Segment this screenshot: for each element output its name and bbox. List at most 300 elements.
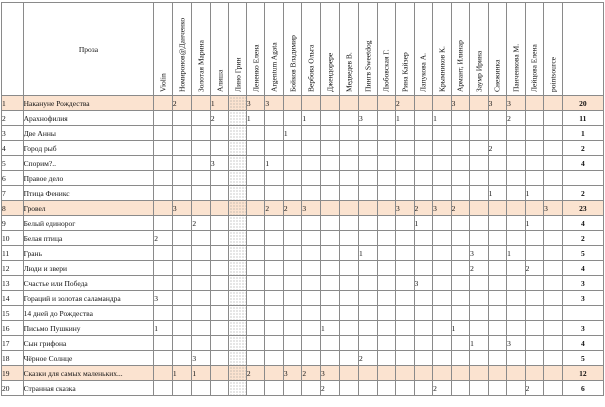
vote-cell [544, 321, 563, 336]
vote-cell [340, 261, 359, 276]
vote-cell [302, 96, 321, 111]
vote-cell [229, 201, 246, 216]
vote-cell [154, 186, 173, 201]
vote-cell [265, 381, 284, 396]
vote-cell [470, 291, 489, 306]
vote-cell [246, 126, 265, 141]
vote-cell [396, 156, 415, 171]
table-row [2, 201, 604, 216]
vote-cell [154, 351, 173, 366]
vote-cell [377, 321, 396, 336]
vote-cell [172, 141, 192, 156]
vote-cell [507, 321, 526, 336]
vote-cell [340, 306, 359, 321]
vote-cell [525, 231, 544, 246]
vote-cell: 2 [154, 231, 173, 246]
voter-name: Бойков Владимир [288, 35, 298, 92]
voter-column-header [340, 3, 359, 96]
vote-cell [544, 351, 563, 366]
vote-cell [359, 156, 378, 171]
table-row [2, 111, 604, 126]
vote-cell [320, 111, 340, 126]
vote-cell [320, 306, 340, 321]
vote-cell: 1 [507, 246, 526, 261]
vote-cell: 2 [470, 261, 489, 276]
vote-cell [283, 336, 302, 351]
vote-cell [302, 321, 321, 336]
vote-cell [192, 291, 211, 306]
vote-cell [488, 171, 507, 186]
table-row [2, 156, 604, 171]
vote-cell [470, 186, 489, 201]
vote-cell: 3 [544, 201, 563, 216]
vote-cell [320, 201, 340, 216]
vote-cell: 2 [210, 111, 229, 126]
vote-cell [320, 141, 340, 156]
vote-cell [265, 141, 284, 156]
vote-cell [359, 306, 378, 321]
vote-cell: 3 [246, 96, 265, 111]
vote-cell [544, 171, 563, 186]
vote-cell [451, 291, 470, 306]
vote-cell [359, 126, 378, 141]
vote-cell [451, 276, 470, 291]
vote-cell [488, 261, 507, 276]
voter-column-header [377, 3, 396, 96]
vote-cell [302, 141, 321, 156]
vote-cell [265, 231, 284, 246]
vote-cell [320, 351, 340, 366]
vote-cell [451, 336, 470, 351]
row-number: 2 [2, 111, 24, 126]
work-title: Правое дело [23, 171, 154, 186]
vote-cell [265, 246, 284, 261]
vote-cell [265, 351, 284, 366]
vote-cell [210, 276, 229, 291]
vote-cell [470, 156, 489, 171]
vote-cell [283, 186, 302, 201]
voter-column-header [246, 3, 265, 96]
vote-cell [192, 126, 211, 141]
vote-cell [470, 306, 489, 321]
vote-cell [340, 216, 359, 231]
vote-cell [265, 276, 284, 291]
vote-cell [470, 126, 489, 141]
row-total: 2 [562, 141, 603, 156]
vote-cell: 1 [302, 111, 321, 126]
vote-cell [154, 246, 173, 261]
vote-cell [396, 291, 415, 306]
vote-cell [377, 276, 396, 291]
vote-cell [507, 141, 526, 156]
voter-name: Лапукова А. [418, 52, 428, 92]
vote-cell [283, 171, 302, 186]
vote-cell [192, 336, 211, 351]
voter-column-header [525, 3, 544, 96]
vote-cell: 1 [359, 246, 378, 261]
vote-cell [340, 381, 359, 396]
vote-cell [377, 126, 396, 141]
vote-cell [246, 381, 265, 396]
vote-cell [229, 186, 246, 201]
vote-cell [210, 246, 229, 261]
row-total: 4 [562, 261, 603, 276]
vote-cell [302, 126, 321, 141]
work-title: Сын грифона [23, 336, 154, 351]
vote-cell [229, 126, 246, 141]
work-title: Гровел [23, 201, 154, 216]
vote-cell [192, 111, 211, 126]
voter-name: Медведев В. [344, 52, 354, 92]
vote-cell [359, 141, 378, 156]
vote-cell [470, 96, 489, 111]
vote-cell [265, 366, 284, 381]
voter-name: Золотая Марина [196, 40, 206, 92]
vote-cell: 2 [192, 216, 211, 231]
voter-name: Вербова Ольга [306, 44, 316, 92]
vote-cell [488, 276, 507, 291]
table-row [2, 186, 604, 201]
voter-name: Джендорере [325, 52, 335, 92]
vote-cell [377, 366, 396, 381]
vote-cell [229, 246, 246, 261]
vote-cell [377, 351, 396, 366]
vote-cell: 2 [525, 381, 544, 396]
voter-name: pointsource [548, 57, 558, 92]
row-number: 7 [2, 186, 24, 201]
row-total: 12 [562, 366, 603, 381]
vote-cell [320, 246, 340, 261]
vote-cell: 3 [154, 291, 173, 306]
vote-cell [488, 321, 507, 336]
vote-cell [320, 171, 340, 186]
vote-cell [507, 186, 526, 201]
vote-cell [340, 186, 359, 201]
vote-cell [488, 201, 507, 216]
vote-cell [451, 156, 470, 171]
vote-cell [396, 246, 415, 261]
row-total: 2 [562, 186, 603, 201]
vote-cell: 2 [172, 96, 192, 111]
vote-cell [359, 291, 378, 306]
vote-cell [229, 366, 246, 381]
vote-cell [396, 141, 415, 156]
vote-cell [340, 231, 359, 246]
vote-cell [192, 381, 211, 396]
vote-cell [210, 306, 229, 321]
title-column-header: Проза [23, 3, 154, 96]
vote-cell [340, 321, 359, 336]
vote-cell [302, 231, 321, 246]
vote-cell [507, 261, 526, 276]
table-row [2, 276, 604, 291]
vote-cell [265, 171, 284, 186]
row-number: 11 [2, 246, 24, 261]
vote-cell [283, 291, 302, 306]
vote-cell [320, 336, 340, 351]
table-row [2, 306, 604, 321]
row-total: 3 [562, 291, 603, 306]
vote-cell [544, 261, 563, 276]
vote-cell [320, 156, 340, 171]
vote-cell [525, 141, 544, 156]
vote-cell [359, 201, 378, 216]
vote-cell [414, 366, 433, 381]
vote-cell [414, 336, 433, 351]
table-row [2, 141, 604, 156]
voter-column-header [302, 3, 321, 96]
vote-cell [283, 381, 302, 396]
vote-cell [433, 291, 452, 306]
vote-cell [154, 156, 173, 171]
vote-cell [340, 351, 359, 366]
vote-cell [340, 156, 359, 171]
row-number: 3 [2, 126, 24, 141]
vote-cell [229, 336, 246, 351]
vote-cell [359, 261, 378, 276]
vote-cell [525, 201, 544, 216]
vote-cell [154, 261, 173, 276]
vote-cell [192, 231, 211, 246]
vote-cell [414, 96, 433, 111]
vote-cell [544, 291, 563, 306]
vote-cell: 3 [470, 246, 489, 261]
vote-cell [544, 381, 563, 396]
voter-column-header [154, 3, 173, 96]
vote-cell [172, 246, 192, 261]
work-title: Белая птица [23, 231, 154, 246]
vote-cell [210, 351, 229, 366]
vote-cell [396, 186, 415, 201]
vote-cell [229, 216, 246, 231]
row-total: 4 [562, 216, 603, 231]
voter-name: Лейцова Елена [529, 44, 539, 92]
vote-cell: 3 [451, 96, 470, 111]
vote-cell [210, 171, 229, 186]
row-number: 10 [2, 231, 24, 246]
vote-cell [192, 276, 211, 291]
row-number: 9 [2, 216, 24, 231]
vote-cell [525, 306, 544, 321]
vote-cell: 2 [302, 366, 321, 381]
vote-cell [377, 336, 396, 351]
vote-cell [544, 246, 563, 261]
vote-cell [359, 321, 378, 336]
table-row [2, 171, 604, 186]
vote-cell [359, 336, 378, 351]
vote-cell [302, 261, 321, 276]
vote-cell [359, 276, 378, 291]
vote-cell [525, 366, 544, 381]
vote-cell: 2 [451, 201, 470, 216]
vote-cell [525, 291, 544, 306]
row-number: 12 [2, 261, 24, 276]
work-title: Арахнофилия [23, 111, 154, 126]
vote-cell [246, 186, 265, 201]
vote-cell [377, 381, 396, 396]
vote-cell [246, 216, 265, 231]
vote-cell [488, 351, 507, 366]
vote-cell [377, 261, 396, 276]
vote-cell [320, 96, 340, 111]
vote-cell [229, 351, 246, 366]
vote-cell [377, 231, 396, 246]
vote-cell [229, 141, 246, 156]
vote-cell [320, 261, 340, 276]
vote-cell: 3 [507, 336, 526, 351]
vote-cell: 3 [488, 96, 507, 111]
vote-cell [525, 96, 544, 111]
row-total [562, 306, 603, 321]
vote-cell [488, 291, 507, 306]
vote-cell [340, 291, 359, 306]
vote-cell [320, 126, 340, 141]
vote-cell [172, 231, 192, 246]
vote-cell [210, 381, 229, 396]
vote-cell [265, 186, 284, 201]
vote-cell [359, 171, 378, 186]
table-row [2, 96, 604, 111]
row-number: 5 [2, 156, 24, 171]
vote-cell [210, 336, 229, 351]
vote-cell [265, 111, 284, 126]
vote-cell [377, 306, 396, 321]
work-title: Чёрное Солнце [23, 351, 154, 366]
vote-cell [396, 126, 415, 141]
work-title: Город рыб [23, 141, 154, 156]
vote-cell [302, 336, 321, 351]
vote-cell: 1 [154, 321, 173, 336]
voter-column-header [488, 3, 507, 96]
vote-cell [488, 336, 507, 351]
row-number: 17 [2, 336, 24, 351]
vote-cell [229, 276, 246, 291]
work-title: Сказки для самых маленьких... [23, 366, 154, 381]
vote-cell [192, 201, 211, 216]
vote-cell: 2 [507, 111, 526, 126]
vote-cell [154, 336, 173, 351]
vote-cell [229, 96, 246, 111]
table-row [2, 261, 604, 276]
vote-cell [340, 111, 359, 126]
vote-cell [507, 201, 526, 216]
vote-cell [172, 171, 192, 186]
work-title: Письмо Пушкину [23, 321, 154, 336]
vote-cell [433, 336, 452, 351]
vote-cell: 3 [433, 201, 452, 216]
vote-cell [340, 96, 359, 111]
voter-name: Рина Кайзер [400, 52, 410, 92]
voter-name: Заумр Ирина [474, 50, 484, 92]
row-total: 4 [562, 336, 603, 351]
vote-cell [433, 366, 452, 381]
vote-cell [544, 231, 563, 246]
vote-cell [229, 231, 246, 246]
voter-column-header [451, 3, 470, 96]
row-number: 6 [2, 171, 24, 186]
vote-cell [488, 156, 507, 171]
vote-cell [396, 336, 415, 351]
vote-cell: 2 [283, 201, 302, 216]
vote-cell [210, 261, 229, 276]
vote-cell [283, 141, 302, 156]
voter-name: Argentum Agata [269, 42, 279, 92]
vote-cell [172, 126, 192, 141]
vote-cell [320, 231, 340, 246]
vote-cell [246, 336, 265, 351]
vote-cell: 1 [451, 321, 470, 336]
vote-cell [265, 126, 284, 141]
voter-column-header [359, 3, 378, 96]
vote-cell: 2 [320, 381, 340, 396]
voter-column-header [470, 3, 489, 96]
vote-cell [451, 381, 470, 396]
vote-cell [507, 126, 526, 141]
vote-cell: 1 [246, 111, 265, 126]
vote-cell [377, 111, 396, 126]
vote-cell [470, 231, 489, 246]
vote-cell [154, 306, 173, 321]
vote-cell: 2 [414, 201, 433, 216]
vote-cell [470, 321, 489, 336]
work-title: Белый единорог [23, 216, 154, 231]
row-total: 2 [562, 231, 603, 246]
vote-cell [172, 156, 192, 171]
vote-cell [377, 291, 396, 306]
vote-cell [340, 336, 359, 351]
table-row [2, 381, 604, 396]
voter-column-header [396, 3, 415, 96]
vote-cell [302, 351, 321, 366]
vote-cell [470, 201, 489, 216]
work-title: Две Анны [23, 126, 154, 141]
vote-cell [433, 306, 452, 321]
vote-cell [229, 381, 246, 396]
row-number: 16 [2, 321, 24, 336]
row-total: 5 [562, 351, 603, 366]
vote-cell [246, 231, 265, 246]
vote-cell [283, 246, 302, 261]
vote-cell [210, 231, 229, 246]
vote-cell [451, 306, 470, 321]
vote-cell [488, 306, 507, 321]
vote-cell [283, 321, 302, 336]
vote-cell [192, 186, 211, 201]
voter-column-header [433, 3, 452, 96]
vote-cell [172, 216, 192, 231]
vote-cell: 1 [192, 366, 211, 381]
vote-cell [265, 336, 284, 351]
vote-cell: 1 [433, 111, 452, 126]
vote-cell [396, 276, 415, 291]
vote-cell [302, 216, 321, 231]
vote-cell [246, 291, 265, 306]
vote-cell [154, 201, 173, 216]
vote-cell [488, 246, 507, 261]
voter-name: Снежинка [492, 59, 502, 92]
voter-name: Violin [158, 73, 168, 92]
vote-cell [433, 126, 452, 141]
vote-cell [154, 96, 173, 111]
vote-cell [154, 111, 173, 126]
vote-cell [377, 96, 396, 111]
table-row [2, 246, 604, 261]
vote-cell [507, 381, 526, 396]
vote-cell [451, 126, 470, 141]
vote-cell: 1 [488, 186, 507, 201]
header-row [2, 3, 604, 96]
vote-cell [414, 231, 433, 246]
